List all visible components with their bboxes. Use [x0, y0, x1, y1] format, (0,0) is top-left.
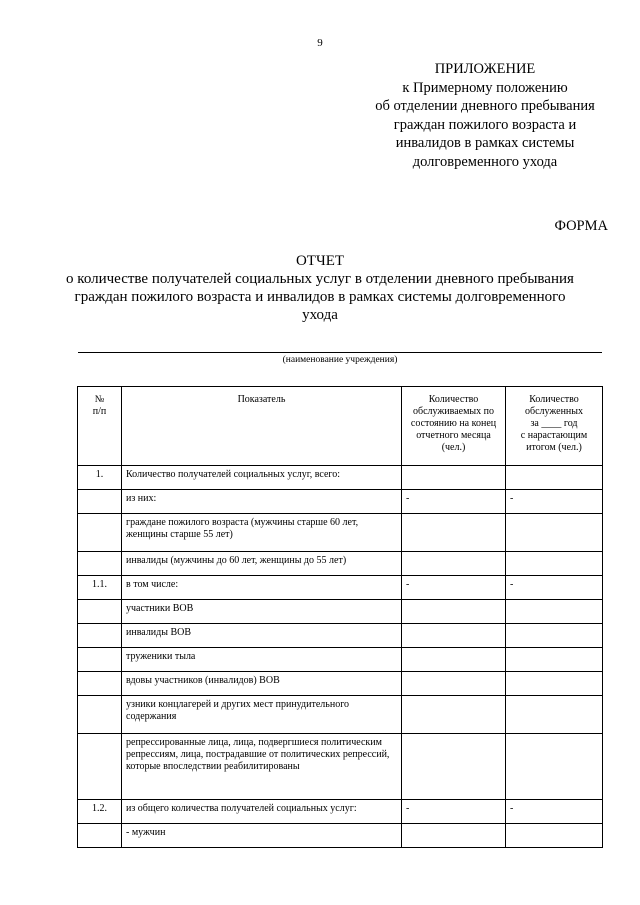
table-row [78, 514, 603, 552]
header-line: обслуженных [524, 406, 584, 417]
report-heading: ОТЧЕТ [295, 253, 345, 269]
row-number [78, 824, 122, 848]
row-year-count[interactable]: - [506, 490, 603, 514]
header-line: состоянию на конец [410, 418, 497, 429]
header-number-line: п/п [92, 406, 107, 417]
row-indicator: труженики тыла [122, 648, 402, 672]
row-indicator: в том числе: [122, 576, 402, 600]
row-current-count[interactable] [402, 552, 506, 576]
header-line: Количество [428, 394, 479, 405]
row-indicator: граждане пожилого возраста (мужчины старше 60 лет, женщины старше 55 лет) [122, 514, 402, 552]
table-row [78, 734, 603, 800]
organization-name-line [78, 352, 602, 353]
row-indicator: - мужчин [122, 824, 402, 848]
row-year-count[interactable]: - [506, 576, 603, 600]
table-row [78, 696, 603, 734]
table-header-row [78, 387, 603, 466]
form-label: ФОРМА [554, 218, 608, 234]
row-number: 1. [78, 466, 122, 490]
row-number: 1.2. [78, 800, 122, 824]
header-line: с нарастающим [520, 430, 588, 441]
table-row [78, 624, 603, 648]
row-current-count[interactable] [402, 514, 506, 552]
row-current-count[interactable] [402, 466, 506, 490]
appendix-line: к Примерному положению [402, 79, 568, 96]
row-year-count[interactable] [506, 600, 603, 624]
row-year-count[interactable] [506, 624, 603, 648]
row-current-count[interactable] [402, 600, 506, 624]
row-indicator: инвалиды (мужчины до 60 лет, женщины до 55 лет) [122, 552, 402, 576]
row-current-count[interactable]: - [402, 576, 506, 600]
row-number [78, 624, 122, 648]
appendix-line: долговременного ухода [412, 153, 558, 170]
row-indicator: из общего количества получателей социальных услуг: [122, 800, 402, 824]
row-year-count[interactable] [506, 514, 603, 552]
row-number [78, 648, 122, 672]
row-number [78, 490, 122, 514]
row-current-count[interactable] [402, 624, 506, 648]
table-row [78, 466, 603, 490]
header-indicator: Показатель [122, 387, 402, 466]
row-current-count[interactable]: - [402, 490, 506, 514]
row-year-count[interactable] [506, 672, 603, 696]
header-line: Количество [529, 394, 579, 405]
row-current-count[interactable] [402, 648, 506, 672]
row-current-count[interactable] [402, 824, 506, 848]
appendix-header [340, 60, 630, 171]
row-number [78, 696, 122, 734]
header-year-count [506, 387, 603, 466]
row-year-count[interactable]: - [506, 800, 603, 824]
organization-caption: (наименование учреждения) [282, 355, 398, 365]
table-row [78, 800, 603, 824]
header-line: итогом (чел.) [526, 442, 582, 453]
row-current-count[interactable]: - [402, 800, 506, 824]
page-number: 9 [317, 37, 323, 49]
appendix-line: об отделении дневного пребывания [375, 98, 595, 114]
row-number [78, 600, 122, 624]
row-year-count[interactable] [506, 466, 603, 490]
report-title-line: граждан пожилого возраста и инвалидов в рамках системы долговременного [74, 289, 566, 305]
row-number [78, 552, 122, 576]
row-indicator: узники концлагерей и других мест принудительного содержания [122, 696, 402, 734]
appendix-line: граждан пожилого возраста и [393, 116, 577, 133]
table-row [78, 824, 603, 848]
table-row [78, 648, 603, 672]
row-number: 1.1. [78, 576, 122, 600]
report-title [40, 252, 600, 324]
row-number [78, 672, 122, 696]
row-year-count[interactable] [506, 824, 603, 848]
header-line: (чел.) [441, 442, 466, 453]
appendix-line: ПРИЛОЖЕНИЕ [434, 61, 536, 77]
row-indicator: репрессированные лица, лица, подвергшиеся политическим репрессиям, лица, пострадавшие от политических репрессий, которые впоследствии реабилитированы [122, 734, 402, 800]
header-number [78, 387, 122, 466]
row-indicator: вдовы участников (инвалидов) ВОВ [122, 672, 402, 696]
row-indicator: инвалиды ВОВ [122, 624, 402, 648]
row-current-count[interactable] [402, 672, 506, 696]
header-current-count [402, 387, 506, 466]
row-year-count[interactable] [506, 734, 603, 800]
header-line: за ____ год [530, 418, 578, 429]
report-title-line: о количестве получателей социальных услуг в отделении дневного пребывания [66, 271, 574, 287]
table-row [78, 552, 603, 576]
row-current-count[interactable] [402, 696, 506, 734]
row-year-count[interactable] [506, 552, 603, 576]
row-year-count[interactable] [506, 648, 603, 672]
row-current-count[interactable] [402, 734, 506, 800]
table-row [78, 600, 603, 624]
appendix-line: инвалидов в рамках системы [395, 135, 575, 151]
row-indicator: из них: [122, 490, 402, 514]
table-row [78, 672, 603, 696]
header-number-line: № [94, 394, 105, 405]
row-number [78, 734, 122, 800]
row-year-count[interactable] [506, 696, 603, 734]
header-line: отчетного месяца [416, 430, 491, 441]
row-indicator: Количество получателей социальных услуг, всего: [122, 466, 402, 490]
report-title-line: ухода [302, 307, 338, 323]
table-row [78, 490, 603, 514]
table-row [78, 576, 603, 600]
row-indicator: участники ВОВ [122, 600, 402, 624]
header-line: обслуживаемых по [412, 406, 494, 417]
row-number [78, 514, 122, 552]
report-table [77, 386, 603, 848]
